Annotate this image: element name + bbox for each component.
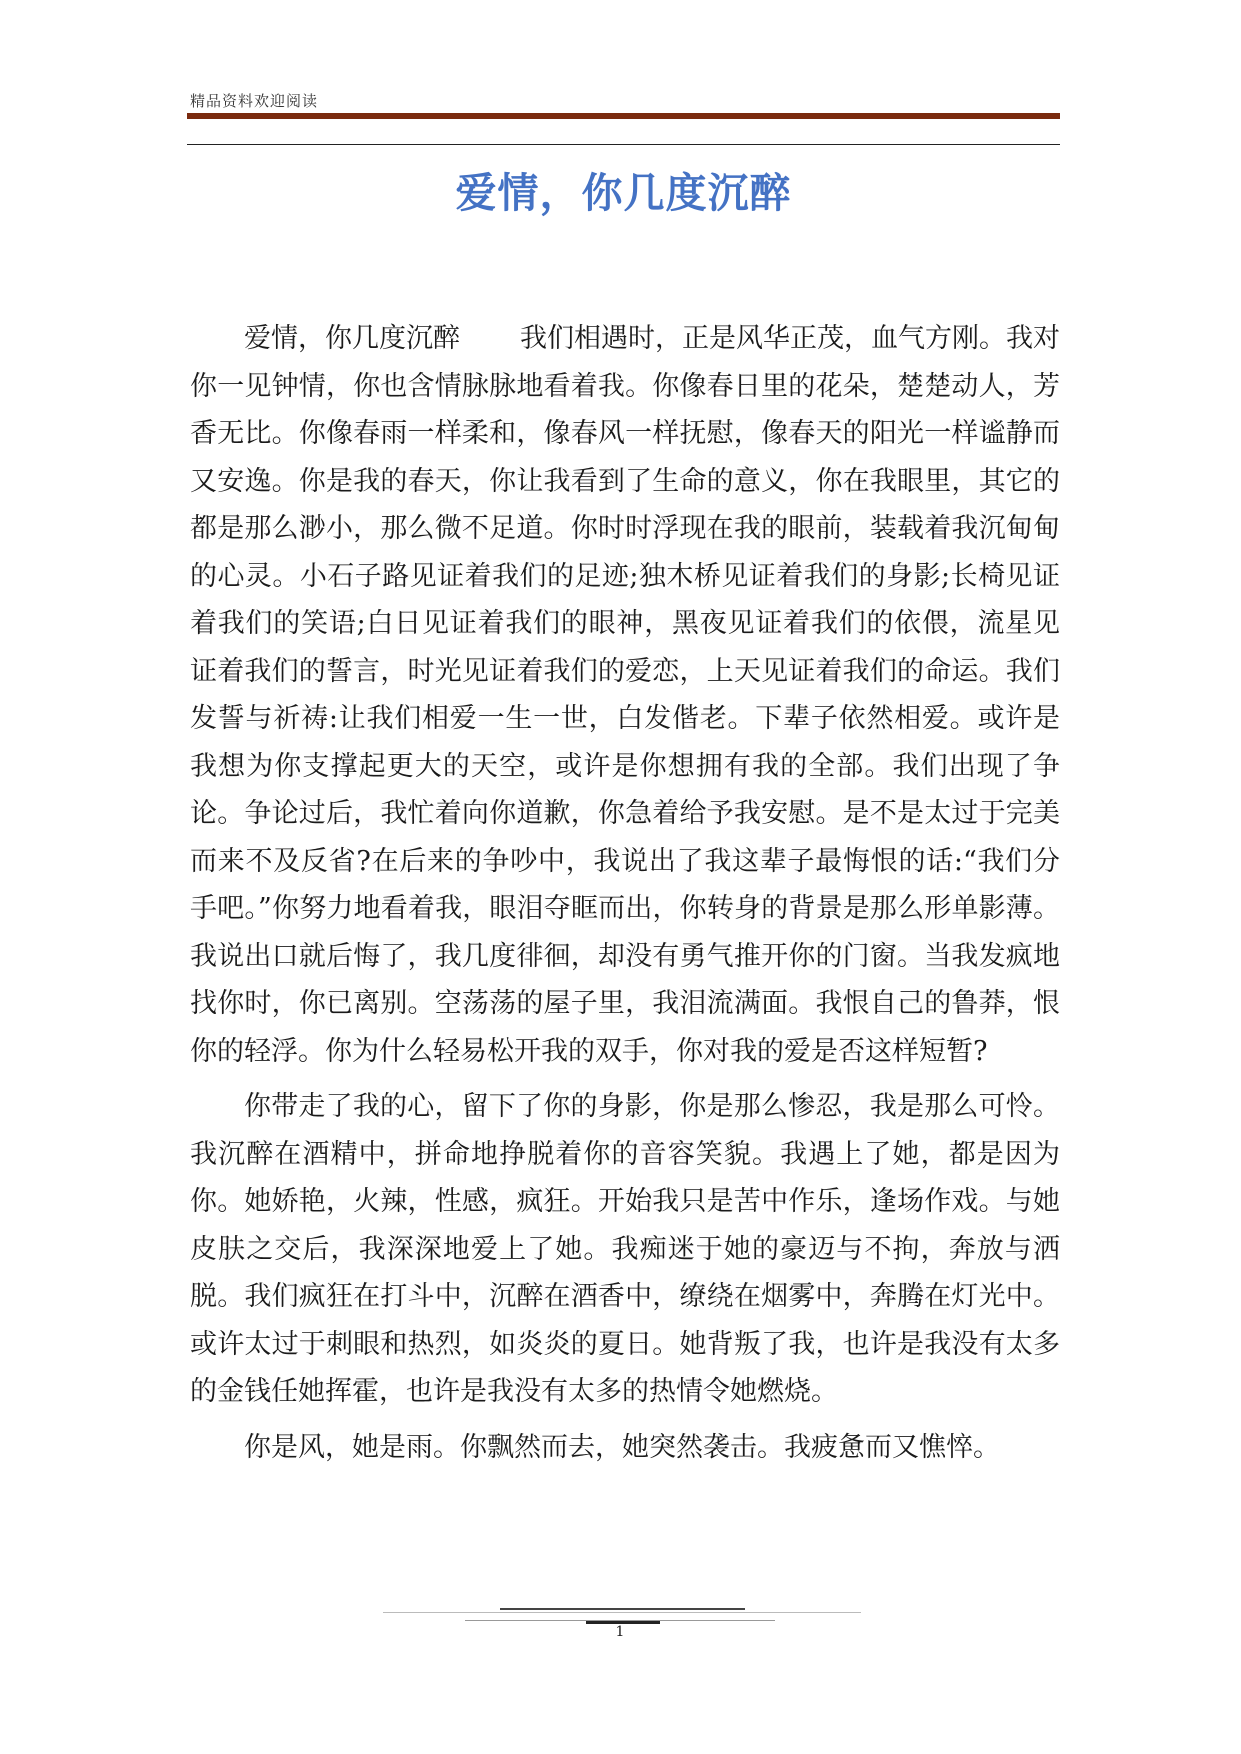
- footer-rule: [383, 1612, 861, 1613]
- paragraph-1: [190, 315, 1060, 1075]
- paragraph-1-lead: 爱情，你几度沉醉: [244, 323, 460, 354]
- paragraph-3: 你是风，她是雨。你飘然而去，她突然袭击。我疲惫而又憔悴。: [244, 1431, 1000, 1463]
- paragraph-1-text: 我们相遇时，正是风华正茂，血气方刚。我对你一见钟情，你也含情脉脉地看着我。你像春日里的花朵，楚楚动人，芳香无比。你像春雨一样柔和，像春风一样抚慰，像春天的阳光一样谧静而又安逸。你是我的春天，你让我看到了生命的意义，你在我眼里，其它的都是那么渺小，那么微不足道。你时时浮现在我的眼前，装载着我沉甸甸的心灵。小石子路见证着我们的足迹;独木桥见证着我们的身影;长椅见证着我们的笑语;白日见证着我们的眼神，黑夜见证着我们的依偎，流星见证着我们的誓言，时光见证着我们的爱恋，上天见证着我们的命运。我们发誓与祈祷:让我们相爱一生一世，白发偕老。下辈子依然相爱。或许是我想为你支撑起更大的天空，或许是你想拥有我的全部。我们出现了争论。争论过后，我忙着向你道歉，你急着给予我安慰。是不是太过于完美而来不及反省?在后来的争吵中，我说出了我这辈子最悔恨的话:“我们分手吧。”你努力地看着我，眼泪夺眶而出，你转身的背景是那么形单影薄。我说出口就后悔了，我几度徘徊，却没有勇气推开你的门窗。当我发疯地找你时，你已离别。空荡荡的屋子里，我泪流满面。我恨自己的鲁莽，恨你的轻浮。你为什么轻易松开我的双手，你对我的爱是否这样短暂?: [190, 323, 1060, 1067]
- page-number: 1: [615, 1624, 625, 1640]
- paragraph-2: 你带走了我的心，留下了你的身影，你是那么惨忍，我是那么可怜。我沉醉在酒精中，拼命地挣脱着你的音容笑貌。我遇上了她，都是因为你。她娇艳，火辣，性感，疯狂。开始我只是苦中作乐，逢场作戏。与她皮肤之交后，我深深地爱上了她。我痴迷于她的豪迈与不拘，奔放与洒脱。我们疯狂在打斗中，沉醉在酒香中，缭绕在烟雾中，奔腾在灯光中。或许太过于刺眼和热烈，如炎炎的夏日。她背叛了我，也许是我没有太多的金钱任她挥霍，也许是我没有太多的热情令她燃烧。: [190, 1091, 1060, 1407]
- header-rule-thick: [187, 113, 1060, 119]
- running-header: 精品资料欢迎阅读: [190, 92, 319, 110]
- header-rule-thin: [187, 144, 1060, 145]
- document-title: 爱情，你几度沉醉: [455, 169, 792, 217]
- document-body: [190, 315, 1060, 1471]
- footer-rule: [500, 1608, 745, 1610]
